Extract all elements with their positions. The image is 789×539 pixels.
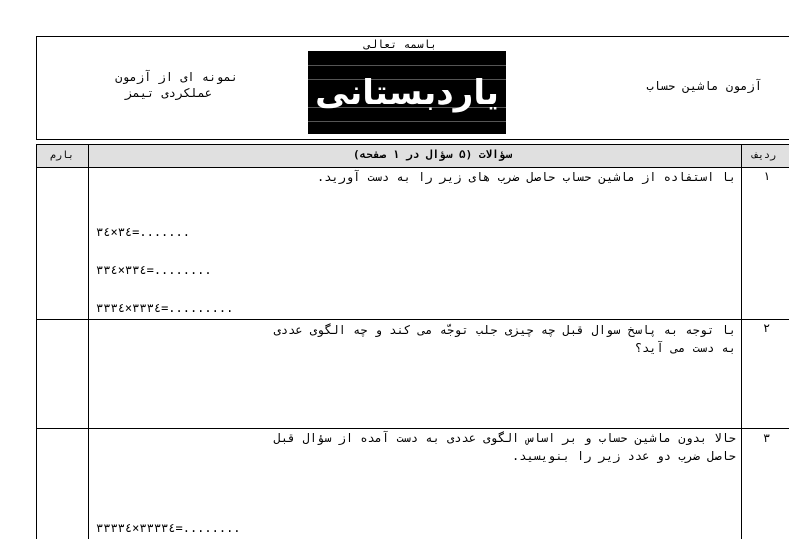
row3-number: ۳: [763, 431, 771, 445]
row3-question-line1: حالا بدون ماشین حساب و بر اساس الگوی عددی به دست آمده از سؤال قبل: [273, 431, 736, 445]
table-top-border: [36, 144, 789, 145]
header-top-border: [36, 36, 789, 37]
row3-question-line2: حاصل ضرب دو عدد زیر را بنویسید.: [512, 449, 736, 463]
header-left-border: [36, 36, 37, 140]
row1-expr-b: ۳۳٤×۳۳٤=........: [96, 263, 212, 277]
row-col-divider: [741, 144, 742, 539]
row1-question: با استفاده از ماشین حساب حاصل ضرب های زیر را به دست آورید.: [316, 170, 736, 184]
col-row-header: ردیف: [752, 150, 777, 161]
row1-bottom: [36, 319, 789, 320]
logo-text: یاردبستانی: [315, 72, 499, 113]
header-left-line2: عملکردی تیمز: [125, 86, 212, 100]
table-left-border: [36, 144, 37, 539]
col-score-header: بارم: [50, 150, 75, 161]
header-bottom-border: [36, 139, 789, 140]
row1-number: ۱: [763, 169, 771, 183]
row3-expr-a: ۳۳۳۳٤×۳۳۳۳٤=........: [96, 521, 241, 535]
basmala: باسمه تعالی: [364, 38, 437, 51]
exam-title: آزمون ماشین حساب: [646, 79, 762, 93]
row2-bottom: [36, 428, 789, 429]
row2-question-line2: به دست می آید؟: [634, 341, 736, 355]
yardabestani-logo: [308, 51, 506, 134]
row1-expr-a: ۳٤×۳٤=.......: [96, 225, 190, 239]
row1-expr-c: ۳۳۳٤×۳۳۳٤=.........: [96, 301, 234, 315]
row2-question-line1: با توجه به پاسخ سوال قبل چه چیزی جلب توجّه می کند و چه الگوی عددی: [273, 323, 736, 337]
score-col-divider: [88, 144, 89, 539]
row2-number: ۲: [763, 321, 771, 335]
header-left-line1: نمونه ای از آزمون: [115, 70, 238, 84]
col-questions-header: سؤالات (۵ سؤال در ۱ صفحه): [353, 148, 512, 161]
table-header-bottom: [36, 167, 789, 168]
